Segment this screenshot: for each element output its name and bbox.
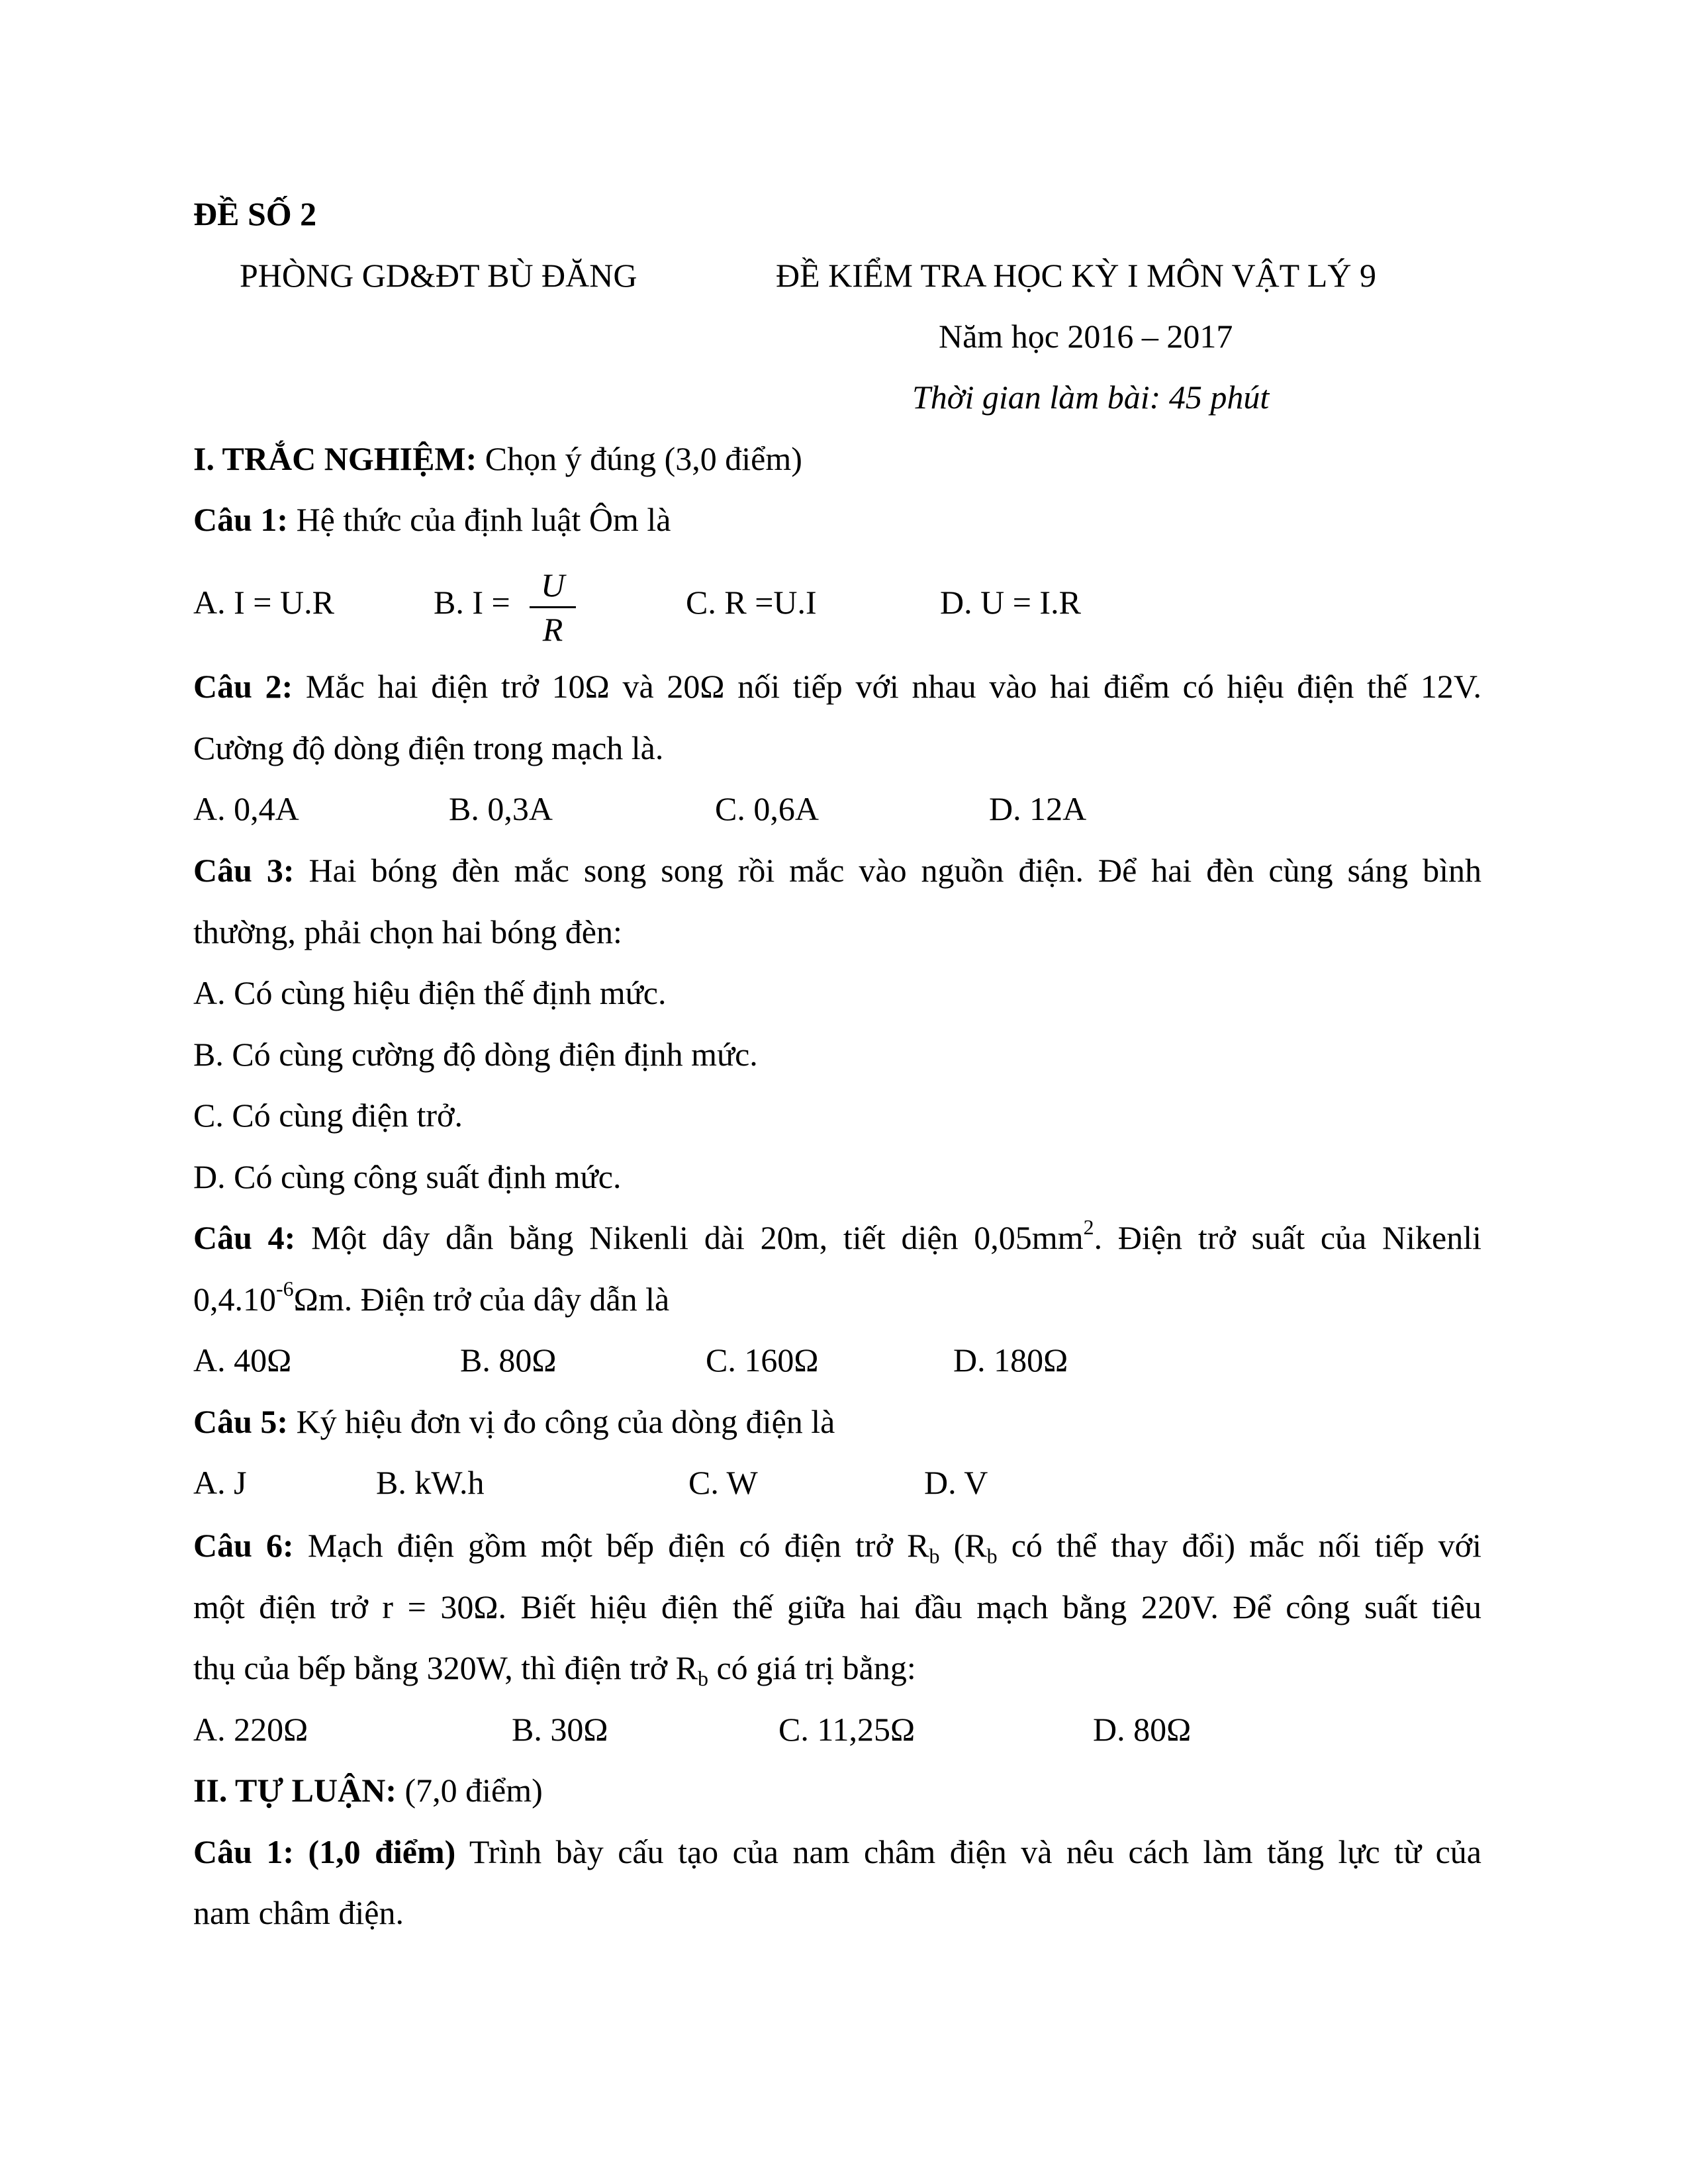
fraction-denominator: R [542,611,563,648]
q4-option-a: A. 40Ω [193,1342,292,1379]
q4-option-b: B. 80Ω [460,1342,557,1379]
q4-option-d: D. 180Ω [953,1342,1068,1379]
question-2-text: Mắc hai điện trở 10Ω và 20Ω nối tiếp với nhau vào hai điểm có hiệu điện thế 12V. [293,668,1481,705]
question-1-label: Câu 1: [193,501,289,538]
q6-option-c: C. 11,25Ω [778,1711,915,1748]
q2-option-b: B. 0,3A [449,790,553,827]
part1-instruction: Chọn ý đúng (3,0 điểm) [477,440,802,477]
part2-heading-line [193,1770,543,1810]
q2-option-a: A. 0,4A [193,790,299,827]
q1-option-c: C. R =U.I [686,584,817,621]
question-4-text: Một dây dẫn bằng Nikenli dài 20m, tiết diện $0,05mm^2$. Điện trở suất của Nikenli [295,1215,1481,1256]
question-3-label: Câu 3: [193,852,295,889]
question-2 [193,666,1481,706]
essay-question-1-text-cont: nam châm điện. [193,1894,404,1931]
question-5-text: Ký hiệu đơn vị đo công của dòng điện là [288,1403,835,1440]
q3-option-a: A. Có cùng hiệu điện thế định mức. [193,974,667,1011]
exam-title: ĐỀ KIỂM TRA HỌC KỲ I MÔN VẬT LÝ 9 [776,257,1376,294]
essay-question-1 [193,1832,1481,1872]
question-6-text: Mạch điện gồm một bếp điện có điện trở $R_b$ ($R_b$ có thể thay đổi) mắc nối tiếp với [293,1527,1481,1568]
part1-heading: I. TRẮC NGHIỆM: [193,440,477,477]
question-6-label: Câu 6: [193,1527,294,1564]
question-3-text-cont: thường, phải chọn hai bóng đèn: [193,913,622,950]
question-4-label: Câu 4: [193,1219,296,1256]
question-5-label: Câu 5: [193,1403,289,1440]
part2-points: (7,0 điểm) [396,1772,543,1809]
q6-option-d: D. 80Ω [1093,1711,1192,1748]
fraction-bar [530,606,576,608]
q1-option-b: B. I = [434,584,510,621]
question-5 [193,1402,835,1441]
q6-option-a: A. 220Ω [193,1711,308,1748]
question-3-text: Hai bóng đèn mắc song song rồi mắc vào nguồn điện. Để hai đèn cùng sáng bình [294,852,1481,889]
fraction-numerator: U [540,567,565,604]
q5-option-c: C. W [688,1464,758,1501]
q3-option-b: B. Có cùng cường độ dòng điện định mức. [193,1036,758,1073]
question-2-text-cont: Cường độ dòng điện trong mạch là. [193,729,664,766]
part1-heading-line [193,439,802,478]
question-2-label: Câu 2: [193,668,293,705]
question-4-text-cont: $0,4.10^{-6}\Omega m$. Điện trở của dây dẫn là [193,1277,670,1318]
essay-question-1-label: Câu 1: (1,0 điểm) [193,1833,456,1870]
question-6-text-cont-1: một điện trở r = 30Ω. Biết hiệu điện thế giữa hai đầu mạch bằng 220V. Để công suất tiêu [193,1588,1481,1625]
exam-number: ĐỀ SỐ 2 [193,195,317,232]
q5-option-a: A. J [193,1464,247,1501]
q3-option-d: D. Có cùng công suất định mức. [193,1158,622,1195]
q5-option-d: D. V [924,1464,988,1501]
essay-question-1-text: Trình bày cấu tạo của nam châm điện và nêu cách làm tăng lực từ của [455,1833,1481,1870]
question-6-text-cont-2: thụ của bếp bằng 320W, thì điện trở $R_b$ có giá trị bằng: [193,1649,916,1690]
school-year: Năm học 2016 – 2017 [939,318,1233,355]
question-1-text: Hệ thức của định luật Ôm là [288,501,671,538]
q2-option-c: C. 0,6A [715,790,819,827]
q1-option-a: A. I = U.R [193,584,334,621]
q1-option-b-fraction [530,565,576,649]
q3-option-c: C. Có cùng điện trở. [193,1097,463,1134]
q2-option-d: D. 12A [989,790,1087,827]
question-3 [193,850,1481,890]
school-name: PHÒNG GD&ĐT BÙ ĐĂNG [240,257,637,294]
q5-option-b: B. kW.h [376,1464,485,1501]
part2-heading: II. TỰ LUẬN: [193,1772,397,1809]
question-4 [193,1215,1481,1257]
q1-option-d: D. U = I.R [940,584,1081,621]
q6-option-b: B. 30Ω [512,1711,608,1748]
q4-option-c: C. 160Ω [706,1342,819,1379]
question-6 [193,1525,1481,1568]
exam-duration: Thời gian làm bài: 45 phút [912,379,1270,416]
question-1 [193,500,671,539]
